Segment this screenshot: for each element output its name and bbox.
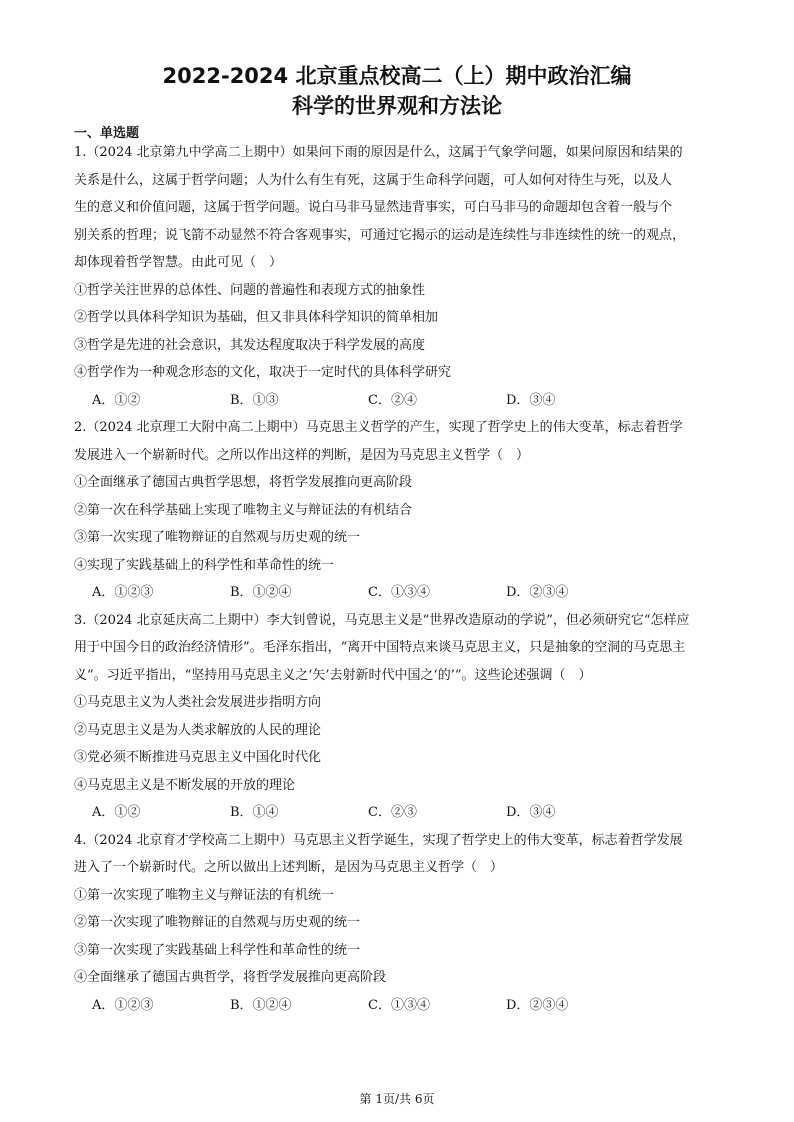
- statement-item: ②第一次在科学基础上实现了唯物主义与辩证法的有机结合: [74, 502, 413, 518]
- document-title: 2022-2024 北京重点校高二（上）期中政治汇编: [162, 64, 632, 88]
- answer-option: B．①②④: [230, 585, 292, 600]
- question-1: [74, 139, 724, 414]
- answer-options: [74, 799, 724, 827]
- answer-option: A．①②③: [92, 585, 154, 600]
- question-stem-line: 义”。习近平指出，“坚持用马克思主义之‘矢’去射新时代中国之‘的’”。这些论述强调（ ）: [74, 667, 592, 683]
- statement-item: ④实现了实践基础上的科学性和革命性的统一: [74, 557, 335, 573]
- question-stem-line: 用于中国今日的政治经济情形”。毛泽东指出，“离开中国特点来谈马克思主义，只是抽象的空洞的马克思主: [74, 640, 686, 655]
- question-stem-line: 2.（2024 北京理工大附中高二上期中）马克思主义哲学的产生，实现了哲学史上的伟大变革，标志着哲学: [74, 420, 683, 435]
- statement-item: ④哲学作为一种观念形态的文化，取决于一定时代的具体科学研究: [74, 365, 452, 380]
- statement-item: ①马克思主义为人类社会发展进步指明方向: [74, 695, 322, 710]
- statement-item: ①哲学关注世界的总体性、问题的普遍性和表现方式的抽象性: [74, 282, 426, 298]
- statement-item: ④马克思主义是不断发展的开放的理论: [74, 777, 296, 793]
- answer-option: D．②③④: [506, 585, 569, 600]
- answer-options: [74, 579, 724, 607]
- answer-option: C．①③④: [368, 585, 430, 600]
- answer-option: B．①④: [230, 805, 279, 820]
- answer-option: A．①②: [92, 392, 141, 408]
- statement-item: ①第一次实现了唯物主义与辩证法的有机统一: [74, 887, 335, 903]
- question-stem-line: 却体现着哲学智慧。由此可见（ ）: [74, 255, 283, 270]
- statement-item: ③第一次实现了唯物辩证的自然观与历史观的统一: [74, 530, 361, 545]
- question-2: [74, 414, 724, 607]
- statement-item: ④全面继承了德国古典哲学，将哲学发展推向更高阶段: [74, 970, 387, 985]
- statement-item: ②第一次实现了唯物辩证的自然观与历史观的统一: [74, 915, 361, 930]
- answer-option: C．①③④: [368, 997, 430, 1013]
- question-stem-line: 别关系的哲理；说飞箭不动显然不符合客观事实，可通过它揭示的运动是连续性与非连续性的统一的观点，: [74, 227, 686, 243]
- page-number: 第 1页/共 6页: [359, 1092, 435, 1106]
- question-stem-line: 发展进入一个崭新时代。之所以作出这样的判断，是因为马克思主义哲学（ ）: [74, 447, 530, 463]
- statement-item: ③第一次实现了实践基础上科学性和革命性的统一: [74, 942, 361, 958]
- question-stem-line: 生的意义和价值问题，这属于哲学问题。说白马非马显然违背事实，可白马非马的命题却包含着一般与个: [74, 200, 673, 215]
- answer-option: B．①③: [230, 392, 279, 408]
- answer-option: D．③④: [506, 805, 556, 820]
- answer-option: A．①②③: [92, 997, 154, 1013]
- question-stem-line: 进入了一个崭新时代。之所以做出上述判断，是因为马克思主义哲学（ ）: [74, 860, 504, 875]
- answer-options: [74, 992, 724, 1020]
- question-stem-line: 3.（2024 北京延庆高二上期中）李大钊曾说，马克思主义是“世界改造原动的学说”，但必须研究它“怎样应: [74, 612, 690, 628]
- statement-item: ①全面继承了德国古典哲学思想，将哲学发展推向更高阶段: [74, 475, 413, 490]
- answer-option: B．①②④: [230, 997, 292, 1013]
- question-4: [74, 827, 724, 1020]
- statement-item: ②马克思主义是为人类求解放的人民的理论: [74, 722, 322, 738]
- answer-option: C．②④: [368, 392, 417, 408]
- statement-item: ③哲学是先进的社会意识，其发达程度取决于科学发展的高度: [74, 337, 426, 353]
- section-heading: 一、单选题: [74, 126, 140, 141]
- answer-option: A．①②: [92, 805, 141, 820]
- question-list: [74, 139, 724, 1019]
- question-stem-line: 关系是什么，这属于哲学问题；人为什么有生有死，这属于生命科学问题，可人如何对待生与死，以及人: [74, 172, 673, 188]
- question-stem-line: 4.（2024 北京育才学校高二上期中）马克思主义哲学诞生，实现了哲学史上的伟大变革，标志着哲学发展: [74, 832, 683, 848]
- answer-option: D．②③④: [506, 997, 569, 1013]
- answer-options: [74, 387, 724, 415]
- statement-item: ②哲学以具体科学知识为基础，但又非具体科学知识的简单相加: [74, 310, 439, 325]
- document-subtitle: 科学的世界观和方法论: [292, 94, 502, 118]
- question-3: [74, 607, 724, 827]
- question-stem-line: 1.（2024 北京第九中学高二上期中）如果问下雨的原因是什么，这属于气象学问题，如果问原因和结果的: [74, 145, 683, 160]
- answer-option: D．③④: [506, 392, 556, 408]
- answer-option: C．②③: [368, 805, 417, 820]
- statement-item: ③党必须不断推进马克思主义中国化时代化: [74, 750, 322, 765]
